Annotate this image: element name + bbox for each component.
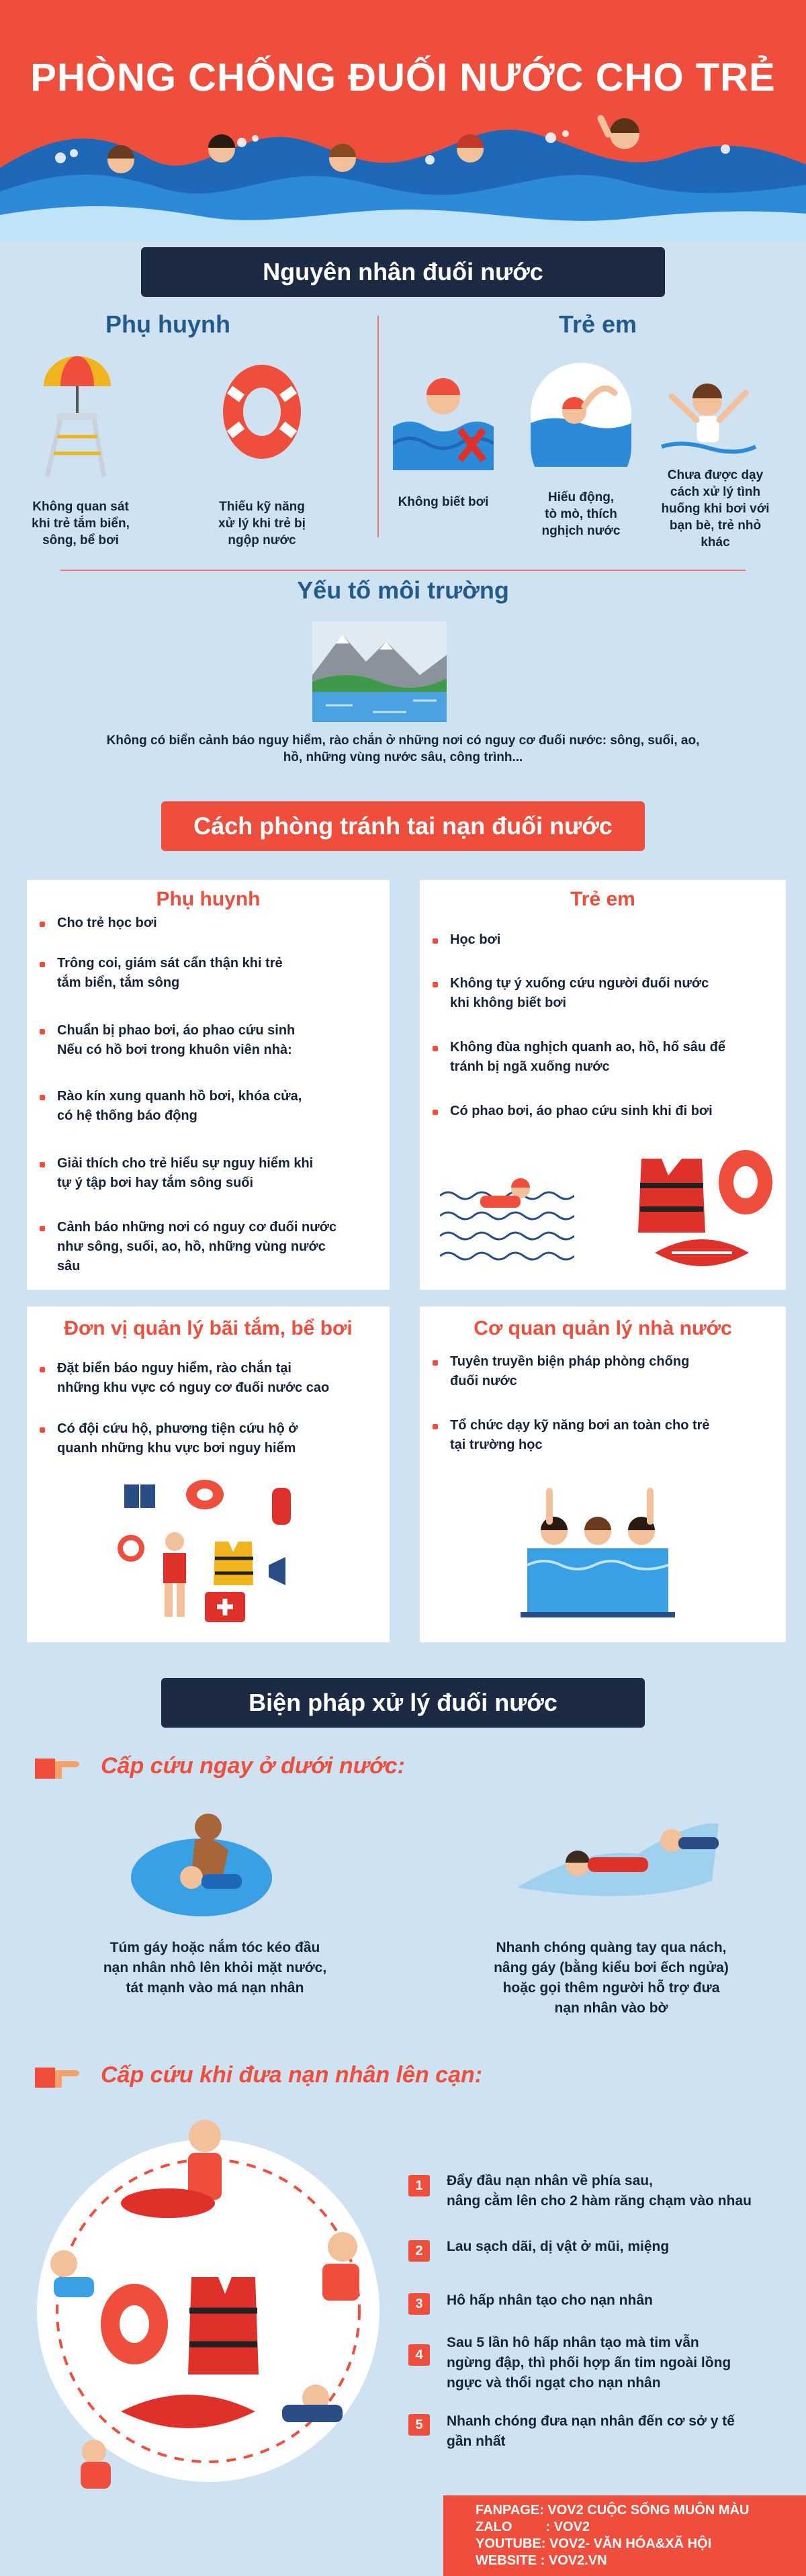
prevention-beach-managers-card	[27, 1306, 390, 1642]
list-item: Chuẩn bị phao bơi, áo phao cứu sinh Nếu có hồ bơi trong khuôn viên nhà:	[57, 1021, 379, 1060]
list-item: Không đùa nghịch quanh ao, hồ, hố sâu để tránh bị ngã xuống nước	[450, 1038, 772, 1077]
panicking-child-icon	[655, 380, 762, 460]
prevention-parents-card	[27, 880, 390, 1290]
lake-landscape-icon	[312, 621, 447, 722]
rescue-in-water-step-2: Nhanh chóng quàng tay qua nách, nâng gáy (bằng kiểu bơi ếch ngửa) hoặc gọi thêm người hỗ trợ đưa nạn nhân vào bờ	[494, 1940, 729, 2016]
water-rescue-icon	[128, 1800, 275, 1928]
pointing-hand-icon	[35, 1752, 82, 1783]
step-number: 2	[408, 2240, 430, 2262]
step-number: 3	[408, 2293, 430, 2315]
lifeguard-tower-icon	[30, 349, 124, 484]
section-divider	[60, 570, 746, 571]
step-number: 5	[408, 2414, 430, 2436]
column-divider	[377, 316, 379, 537]
step-text: Nhanh chóng đưa nạn nhân đến cơ sở y tế gần nhất	[447, 2413, 735, 2449]
list-item: Không tự ý xuống cứu người đuối nước khi không biết bơi	[450, 974, 772, 1013]
rescue-banner-title: Biện pháp xử lý đuối nước	[249, 1689, 557, 1716]
list-item: Trông coi, giám sát cẩn thận khi trẻ tắm biển, tắm sông	[57, 954, 379, 993]
footer-contact	[443, 2495, 806, 2576]
cause-child-1-text: Không biết bơi	[398, 495, 489, 509]
rescue-banner	[161, 1678, 645, 1728]
causes-children-title: Trẻ em	[558, 310, 637, 338]
step-number: 1	[408, 2175, 430, 2196]
step-text: Hô hấp nhân tạo cho nạn nhân	[447, 2293, 653, 2308]
footer-fanpage: FANPAGE: VOV2 CUỘC SỐNG MUÔN MÀU	[476, 2503, 750, 2518]
environment-text: Không có biển cảnh báo nguy hiểm, rào chắn ở những nơi có nguy cơ đuối nước: sông, suối, ao, hồ, những vùng nước sâu, công trình...	[106, 734, 700, 764]
hero-banner	[0, 0, 806, 242]
rescue-on-land-title: Cấp cứu khi đưa nạn nhân lên cạn:	[101, 2062, 483, 2088]
swimming-class-icon	[514, 1484, 682, 1619]
list-item: Cho trẻ học bơi	[57, 914, 379, 933]
causes-banner-title: Nguyên nhân đuối nước	[263, 258, 543, 285]
life-ring-icon	[215, 359, 309, 467]
prevention-banner	[161, 801, 645, 851]
prevention-children-card	[420, 880, 786, 1290]
cpr-circle-illustration	[27, 2116, 390, 2492]
causes-parents-title: Phụ huynh	[105, 310, 230, 338]
step-text: Đẩy đầu nạn nhân về phía sau, nâng cằm lên cho 2 hàm răng chạm vào nhau	[447, 2173, 752, 2209]
causes-banner	[141, 247, 665, 297]
prevention-banner-title: Cách phòng tránh tai nạn đuối nước	[193, 812, 613, 840]
drowning-child-icon	[393, 369, 494, 470]
list-item: Có đội cứu hộ, phương tiện cứu hộ ở quanh những khu vực bơi nguy hiểm	[57, 1419, 379, 1458]
step-text: Lau sạch dãi, dị vật ở mũi, miệng	[447, 2239, 670, 2254]
cause-parent-2-text: Thiếu kỹ năng xử lý khi trẻ bị ngộp nước	[218, 500, 306, 547]
prevention-parents-title: Phụ huynh	[156, 888, 261, 910]
list-item: Học bơi	[450, 930, 772, 950]
prevention-state-agencies-title: Cơ quan quản lý nhà nước	[474, 1317, 732, 1339]
page-title: PHÒNG CHỐNG ĐUỐI NƯỚC CHO TRẺ	[30, 56, 776, 99]
prevention-children-title: Trẻ em	[570, 888, 635, 910]
list-item: Rào kín xung quanh hồ bơi, khóa cửa, có hệ thống báo động	[57, 1087, 379, 1126]
list-item: Tổ chức dạy kỹ năng bơi an toàn cho trẻ tại trường học	[450, 1416, 772, 1455]
environment-title: Yếu tố môi trường	[297, 576, 509, 604]
cause-child-3-text: Chưa được dạy cách xử lý tình huống khi bơi với bạn bè, trẻ nhỏ khác	[661, 468, 770, 549]
rescue-in-water-step-1: Túm gáy hoặc nắm tóc kéo đầu nạn nhân nhô lên khỏi mặt nước, tát mạnh vào má nạn nhân	[103, 1940, 327, 1996]
list-item: Cảnh báo những nơi có nguy cơ đuối nước như sông, suối, ao, hồ, những vùng nước sâu	[57, 1218, 379, 1276]
list-item: Đặt biển báo nguy hiểm, rào chắn tại những khu vực có nguy cơ đuối nước cao	[57, 1359, 379, 1398]
prevention-state-agencies-card	[420, 1306, 786, 1642]
swimming-lesson-icon	[440, 1169, 574, 1263]
step-number: 4	[408, 2344, 430, 2366]
tow-victim-icon	[504, 1800, 725, 1914]
rescue-equipment-icon	[111, 1478, 312, 1632]
footer-website: WEBSITE : VOV2.VN	[476, 2553, 607, 2568]
list-item: Giải thích cho trẻ hiểu sự nguy hiểm khi tự ý tập bơi hay tắm sông suối	[57, 1154, 379, 1193]
rescue-in-water-title: Cấp cứu ngay ở dưới nước:	[101, 1753, 406, 1779]
cause-parent-1-text: Không quan sát khi trẻ tắm biển, sông, bể bơi	[32, 500, 130, 547]
swimming-child-icon	[527, 359, 635, 467]
life-jacket-icon	[615, 1145, 776, 1276]
step-text: Sau 5 lần hô hấp nhân tạo mà tim vẫn ngừng đập, thì phối hợp ấn tim ngoài lồng ngực và thổi ngạt cho nạn nhân	[447, 2335, 731, 2391]
footer-youtube: YOUTUBE: VOV2- VĂN HÓA&XÃ HỘI	[476, 2536, 712, 2551]
footer-zalo: ZALO : VOV2	[476, 2520, 590, 2534]
wave-illustration	[0, 0, 806, 242]
cause-child-2-text: Hiếu động, tò mò, thích nghịch nước	[541, 490, 621, 538]
list-item: Tuyên truyền biện pháp phòng chống đuối nước	[450, 1352, 772, 1391]
pointing-hand-icon	[35, 2061, 82, 2092]
list-item: Có phao bơi, áo phao cứu sinh khi đi bơi	[450, 1102, 772, 1121]
prevention-beach-managers-title: Đơn vị quản lý bãi tắm, bể bơi	[64, 1317, 353, 1339]
